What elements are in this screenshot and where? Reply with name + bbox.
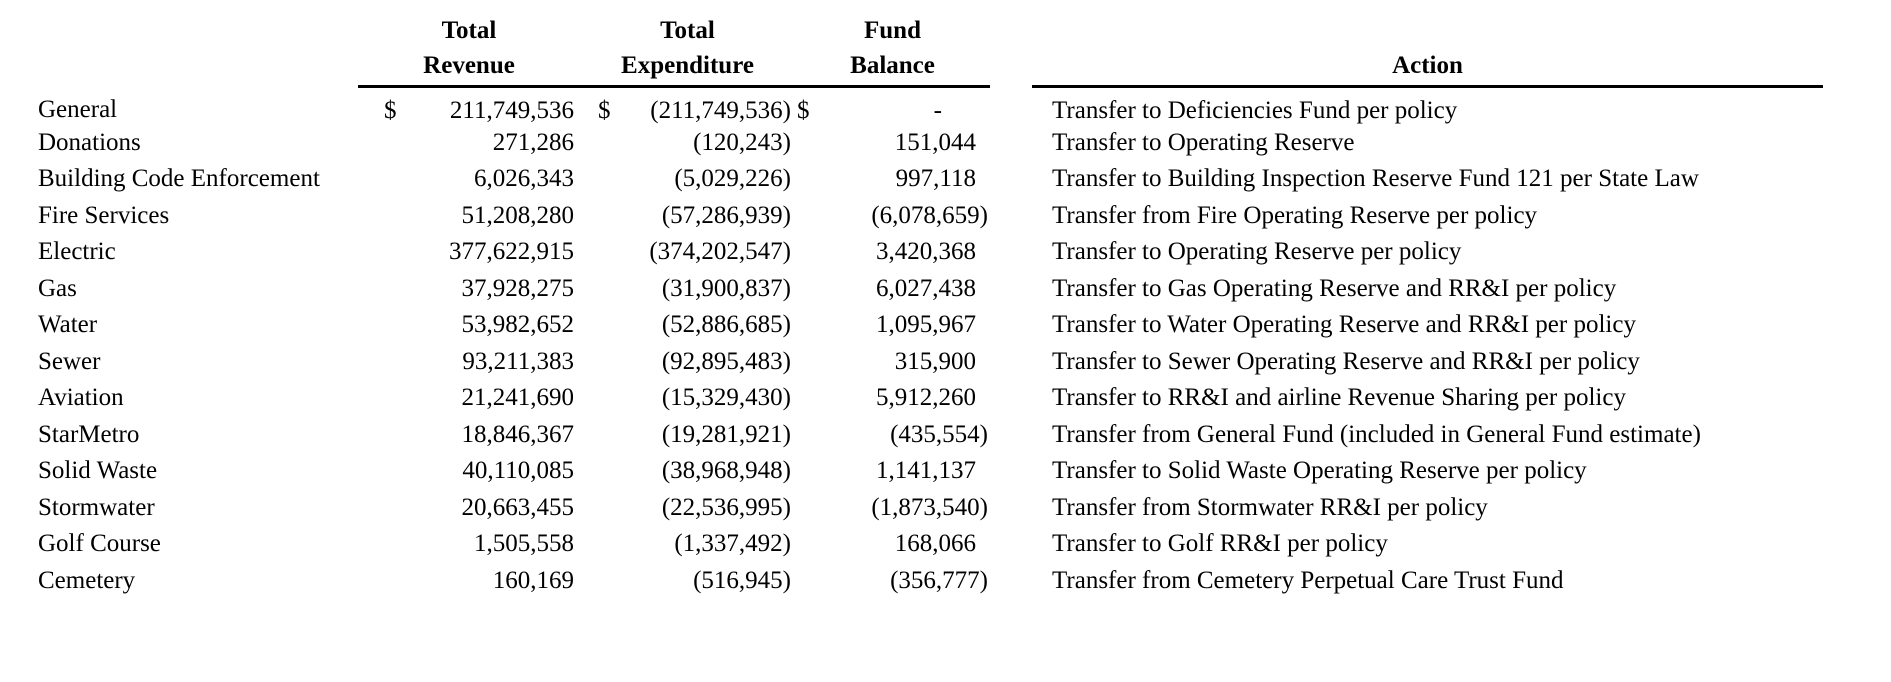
fund-balance-cell (795, 271, 990, 308)
fund-balance-cell (795, 161, 990, 198)
total-revenue-cell (358, 490, 580, 527)
column-gap (990, 307, 1032, 344)
fund-balance-cell (795, 563, 990, 600)
total-expenditure-cell (580, 563, 795, 600)
balance-value: 315,900 (894, 347, 976, 375)
fund-name-cell: Cemetery (38, 566, 136, 594)
expenditure-value: (211,749,536) (650, 96, 791, 124)
action-cell: Transfer to RR&I and airline Revenue Sharing per policy (1052, 384, 1626, 412)
column-gap (990, 125, 1032, 162)
column-gap (990, 161, 1032, 198)
total-revenue-cell (358, 198, 580, 235)
expenditure-value: (57,286,939) (661, 201, 791, 229)
action-cell: Transfer to Solid Waste Operating Reserve per policy (1052, 457, 1587, 485)
fund-name-header-spacer (38, 6, 358, 46)
table-row (38, 86, 1823, 125)
fund-rows (38, 86, 1823, 599)
total-revenue-cell (358, 380, 580, 417)
total-expenditure-cell (580, 417, 795, 454)
revenue-value: 1,505,558 (474, 530, 574, 558)
expenditure-header-line2: Expenditure (580, 46, 795, 86)
total-expenditure-cell (580, 526, 795, 563)
table-row (38, 161, 1823, 198)
currency-symbol: $ (598, 96, 611, 124)
fund-balance-cell (795, 86, 990, 125)
total-expenditure-cell (580, 125, 795, 162)
total-revenue-cell (358, 86, 580, 125)
action-cell: Transfer from Fire Operating Reserve per policy (1052, 201, 1538, 229)
column-gap (990, 490, 1032, 527)
balance-value: 168,066 (894, 530, 976, 558)
column-gap (990, 526, 1032, 563)
fund-balance-cell (795, 344, 990, 381)
expenditure-value: (19,281,921) (661, 420, 791, 448)
action-cell: Transfer to Operating Reserve (1052, 128, 1355, 156)
total-revenue-cell (358, 125, 580, 162)
column-gap (990, 563, 1032, 600)
total-revenue-cell (358, 417, 580, 454)
revenue-header-line2: Revenue (358, 46, 580, 86)
balance-value: (356,777) (890, 566, 988, 594)
fund-balance-cell (795, 490, 990, 527)
fund-name-cell: Golf Course (38, 530, 161, 558)
total-expenditure-cell (580, 86, 795, 125)
total-expenditure-cell (580, 453, 795, 490)
revenue-value: 18,846,367 (461, 420, 574, 448)
fund-name-cell: Solid Waste (38, 457, 158, 485)
fund-name-cell: Aviation (38, 384, 124, 412)
expenditure-value: (120,243) (693, 128, 791, 156)
balance-value: 997,118 (895, 165, 976, 193)
column-gap (990, 234, 1032, 271)
fund-name-cell: Fire Services (38, 201, 170, 229)
revenue-value: 51,208,280 (461, 201, 574, 229)
revenue-value: 40,110,085 (462, 457, 574, 485)
action-cell: Transfer to Building Inspection Reserve Fund 121 per State Law (1052, 165, 1699, 193)
table-row (38, 526, 1823, 563)
revenue-value: 93,211,383 (462, 347, 574, 375)
total-expenditure-cell (580, 161, 795, 198)
column-gap (990, 453, 1032, 490)
total-revenue-cell (358, 307, 580, 344)
table-row (38, 307, 1823, 344)
revenue-value: 21,241,690 (461, 384, 574, 412)
column-gap (990, 344, 1032, 381)
fund-summary-table (38, 6, 1823, 599)
expenditure-value: (1,337,492) (674, 530, 791, 558)
fund-balance-cell (795, 417, 990, 454)
table-row (38, 380, 1823, 417)
table-header (38, 6, 1823, 86)
currency-symbol: $ (797, 96, 810, 124)
revenue-value: 211,749,536 (449, 96, 574, 124)
balance-value: (435,554) (890, 420, 988, 448)
fund-balance-cell (795, 380, 990, 417)
revenue-value: 377,622,915 (449, 238, 574, 266)
table-row (38, 453, 1823, 490)
fund-name-header (38, 46, 358, 86)
total-expenditure-cell (580, 307, 795, 344)
header-row-2 (38, 46, 1823, 86)
expenditure-value: (31,900,837) (661, 274, 791, 302)
action-cell: Transfer from Stormwater RR&I per policy (1052, 493, 1488, 521)
fund-balance-cell (795, 125, 990, 162)
action-cell: Transfer to Sewer Operating Reserve and RR&I per policy (1052, 347, 1640, 375)
fund-name-cell: Water (38, 311, 98, 339)
balance-value: 1,095,967 (876, 311, 976, 339)
total-expenditure-cell (580, 380, 795, 417)
revenue-value: 6,026,343 (474, 165, 574, 193)
fund-balance-cell (795, 234, 990, 271)
total-revenue-cell (358, 161, 580, 198)
revenue-header-line1: Total (441, 16, 497, 44)
column-gap (990, 271, 1032, 308)
fund-name-cell: Electric (38, 238, 116, 266)
fund-balance-cell (795, 453, 990, 490)
expenditure-value: (15,329,430) (661, 384, 791, 412)
table-row (38, 490, 1823, 527)
balance-value: 1,141,137 (876, 457, 976, 485)
total-expenditure-cell (580, 271, 795, 308)
table-row (38, 563, 1823, 600)
total-revenue-cell (358, 271, 580, 308)
fund-name-cell: Building Code Enforcement (38, 165, 320, 193)
balance-value: (1,873,540) (871, 493, 988, 521)
column-gap (990, 198, 1032, 235)
total-expenditure-cell (580, 490, 795, 527)
revenue-value: 37,928,275 (461, 274, 574, 302)
fund-name-cell: Sewer (38, 347, 101, 375)
revenue-value: 271,286 (492, 128, 574, 156)
balance-value: 3,420,368 (876, 238, 976, 266)
expenditure-value: (22,536,995) (661, 493, 791, 521)
column-gap (990, 380, 1032, 417)
fund-name-cell: Gas (38, 274, 77, 302)
action-cell: Transfer from Cemetery Perpetual Care Trust Fund (1052, 566, 1564, 594)
revenue-value: 53,982,652 (461, 311, 574, 339)
table-row (38, 234, 1823, 271)
table-row (38, 271, 1823, 308)
document-page (0, 6, 1891, 682)
gap-spacer (990, 6, 1032, 46)
total-revenue-cell (358, 344, 580, 381)
total-revenue-cell (358, 453, 580, 490)
fund-name-cell: StarMetro (38, 420, 140, 448)
fund-name-cell: General (38, 95, 118, 123)
total-expenditure-cell (580, 234, 795, 271)
fund-balance-cell (795, 526, 990, 563)
action-cell: Transfer to Deficiencies Fund per policy (1052, 96, 1458, 124)
revenue-value: 160,169 (492, 566, 574, 594)
table-row (38, 198, 1823, 235)
fund-balance-cell (795, 307, 990, 344)
fund-name-cell: Donations (38, 128, 141, 156)
expenditure-value: (374,202,547) (649, 238, 791, 266)
expenditure-value: (38,968,948) (661, 457, 791, 485)
revenue-value: 20,663,455 (461, 493, 574, 521)
balance-value: 151,044 (894, 128, 976, 156)
expenditure-header-line1: Total (660, 16, 715, 44)
total-expenditure-cell (580, 198, 795, 235)
action-header: Action (1032, 46, 1823, 86)
balance-value: - (933, 96, 942, 124)
action-cell: Transfer to Golf RR&I per policy (1052, 530, 1388, 558)
balance-value: 6,027,438 (876, 274, 976, 302)
balance-value: (6,078,659) (871, 201, 988, 229)
balance-value: 5,912,260 (876, 384, 976, 412)
header-row-1 (38, 6, 1823, 46)
gap-spacer (990, 46, 1032, 86)
action-header-spacer (1032, 6, 1823, 46)
total-revenue-cell (358, 234, 580, 271)
total-revenue-cell (358, 563, 580, 600)
column-gap (990, 86, 1032, 125)
action-cell: Transfer to Gas Operating Reserve and RR&I per policy (1052, 274, 1617, 302)
expenditure-value: (516,945) (693, 566, 791, 594)
fund-balance-cell (795, 198, 990, 235)
table-row (38, 125, 1823, 162)
expenditure-value: (52,886,685) (661, 311, 791, 339)
expenditure-value: (5,029,226) (674, 165, 791, 193)
balance-header-line2: Balance (795, 46, 990, 86)
balance-header-line1: Fund (864, 16, 921, 44)
expenditure-value: (92,895,483) (661, 347, 791, 375)
column-gap (990, 417, 1032, 454)
total-expenditure-cell (580, 344, 795, 381)
fund-name-cell: Stormwater (38, 493, 155, 521)
currency-symbol: $ (384, 96, 397, 124)
table-row (38, 417, 1823, 454)
action-cell: Transfer to Water Operating Reserve and RR&I per policy (1052, 311, 1636, 339)
table-row (38, 344, 1823, 381)
action-cell: Transfer to Operating Reserve per policy (1052, 238, 1462, 266)
action-cell: Transfer from General Fund (included in General Fund estimate) (1052, 420, 1701, 448)
total-revenue-cell (358, 526, 580, 563)
